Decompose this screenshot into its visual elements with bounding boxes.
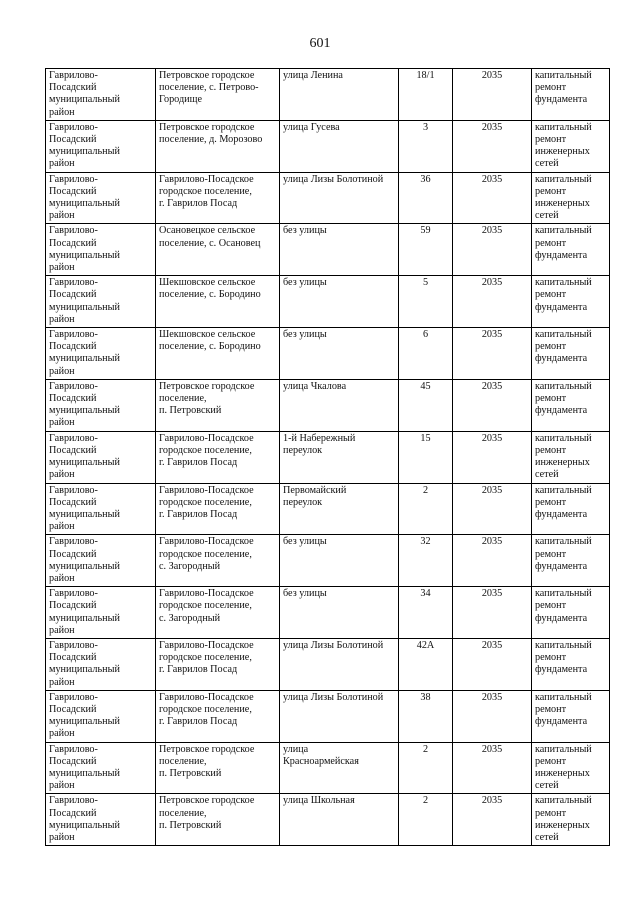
cell-year [453,742,532,794]
cell-district [46,690,156,742]
cell-year [453,276,532,328]
year-text: 2035 [481,173,503,185]
cell-house-number [399,120,453,172]
cell-street [280,483,399,535]
work-type-text: капитальный ремонт фундамента [535,329,592,365]
cell-district [46,328,156,380]
table-row [46,638,610,690]
settlement-text: Гаврилово-Посадское городское поселение, с. Загородный [159,588,254,624]
cell-work-type [532,638,610,690]
work-type-text: капитальный ремонт фундамента [535,588,592,624]
settlement-text: Петровское городское поселение, д. Морозово [159,121,263,146]
work-type-text: капитальный ремонт инженерных сетей [535,743,592,792]
cell-year [453,224,532,276]
cell-street [280,535,399,587]
cell-work-type [532,172,610,224]
cell-house-number [399,535,453,587]
cell-district [46,483,156,535]
cell-settlement [156,794,280,846]
cell-street [280,638,399,690]
street-text: улица Школьная [283,795,355,807]
year-text: 2035 [481,121,503,133]
street-text: улица Лизы Болотиной [283,691,384,703]
cell-work-type [532,120,610,172]
district-text: Гаврилово- Посадский муниципальный район [49,121,120,170]
cell-year [453,69,532,121]
cell-year [453,690,532,742]
district-text: Гаврилово- Посадский муниципальный район [49,277,120,325]
house-number-text: 38 [420,691,431,703]
cell-settlement [156,276,280,328]
cell-settlement [156,483,280,535]
house-number-text: 36 [420,173,431,185]
cell-settlement [156,328,280,380]
cell-year [453,587,532,639]
house-number-text: 32 [420,536,431,548]
street-text: без улицы [283,329,327,341]
street-text: улица Красноармейская [283,743,359,767]
settlement-text: Гаврилово-Посадское городское поселение, г. Гаврилов Посад [159,691,254,728]
cell-work-type [532,535,610,587]
settlement-text: Гаврилово-Посадское городское поселение, с. Загородный [159,536,254,572]
cell-house-number [399,69,453,121]
table-row [46,483,610,535]
street-text: без улицы [283,277,327,289]
cell-house-number [399,379,453,431]
table-row [46,379,610,431]
cell-settlement [156,587,280,639]
cell-house-number [399,224,453,276]
settlement-text: Гаврилово-Посадское городское поселение, г. Гаврилов Посад [159,173,254,210]
street-text: улица Гусева [283,121,340,133]
house-number-text: 45 [420,380,431,392]
cell-street [280,379,399,431]
cell-year [453,379,532,431]
work-type-text: капитальный ремонт фундамента [535,639,592,676]
cell-settlement [156,172,280,224]
district-text: Гаврилово- Посадский муниципальный район [49,639,120,688]
cell-year [453,172,532,224]
work-type-text: капитальный ремонт фундамента [535,70,592,106]
settlement-text: Гаврилово-Посадское городское поселение, г. Гаврилов Посад [159,484,254,520]
street-text: без улицы [283,225,327,237]
cell-settlement [156,690,280,742]
cell-street [280,794,399,846]
cell-street [280,587,399,639]
cell-street [280,69,399,121]
cell-work-type [532,742,610,794]
cell-house-number [399,483,453,535]
table-row [46,587,610,639]
cell-district [46,69,156,121]
district-text: Гаврилово- Посадский муниципальный район [49,536,120,584]
cell-year [453,638,532,690]
settlement-text: Гаврилово-Посадское городское поселение, г. Гаврилов Посад [159,639,254,676]
cell-district [46,276,156,328]
year-text: 2035 [481,484,503,496]
street-text: без улицы [283,588,327,600]
cell-settlement [156,638,280,690]
district-text: Гаврилово- Посадский муниципальный район [49,484,120,533]
house-number-text: 34 [420,588,431,600]
year-text: 2035 [481,225,503,237]
cell-house-number [399,587,453,639]
cell-house-number [399,328,453,380]
cell-district [46,535,156,587]
cell-year [453,535,532,587]
cell-year [453,794,532,846]
street-text: улица Чкалова [283,380,347,392]
settlement-text: Шекшовское сельское поселение, с. Бородино [159,277,261,301]
table-row [46,794,610,846]
work-type-text: капитальный ремонт фундамента [535,225,592,261]
table-row [46,431,610,483]
cell-street [280,224,399,276]
year-text: 2035 [481,639,503,651]
table-row [46,742,610,794]
street-text: улица Ленина [283,70,343,81]
district-text: Гаврилово- Посадский муниципальный район [49,225,120,274]
table-row [46,69,610,121]
cell-district [46,120,156,172]
cell-district [46,431,156,483]
house-number-text: 42А [416,639,435,651]
table-body [46,69,610,846]
table-row [46,690,610,742]
settlement-text: Шекшовское сельское поселение, с. Бородино [159,329,261,353]
cell-work-type [532,794,610,846]
year-text: 2035 [481,743,503,755]
year-text: 2035 [481,536,503,548]
settlement-text: Петровское городское поселение, п. Петровский [159,743,255,779]
work-type-text: капитальный ремонт инженерных сетей [535,795,592,843]
cell-house-number [399,742,453,794]
house-number-text: 2 [422,743,429,755]
table-row [46,328,610,380]
district-text: Гаврилово- Посадский муниципальный район [49,795,120,843]
settlement-text: Петровское городское поселение, с. Петрово- Городище [159,70,259,106]
cell-district [46,638,156,690]
cell-work-type [532,587,610,639]
cell-street [280,742,399,794]
district-text: Гаврилово- Посадский муниципальный район [49,380,120,429]
year-text: 2035 [481,329,503,341]
cell-district [46,794,156,846]
street-text: улица Лизы Болотиной [283,639,384,651]
cell-street [280,120,399,172]
housing-repair-table [45,68,610,846]
cell-work-type [532,379,610,431]
year-text: 2035 [481,70,503,81]
settlement-text: Осановецкое сельское поселение, с. Осановец [159,225,261,249]
cell-district [46,224,156,276]
cell-year [453,431,532,483]
district-text: Гаврилово- Посадский муниципальный район [49,173,120,222]
cell-street [280,172,399,224]
cell-house-number [399,690,453,742]
work-type-text: капитальный ремонт фундамента [535,484,592,520]
cell-house-number [399,638,453,690]
page-number: 601 [309,36,331,51]
cell-street [280,690,399,742]
cell-work-type [532,690,610,742]
district-text: Гаврилово- Посадский муниципальный район [49,70,120,118]
cell-work-type [532,483,610,535]
house-number-text: 3 [422,121,429,133]
house-number-text: 59 [420,225,431,237]
year-text: 2035 [481,432,503,444]
district-text: Гаврилово- Посадский муниципальный район [49,432,120,481]
work-type-text: капитальный ремонт инженерных сетей [535,173,592,222]
house-number-text: 5 [422,277,429,289]
settlement-text: Гаврилово-Посадское городское поселение, г. Гаврилов Посад [159,432,254,469]
cell-settlement [156,69,280,121]
cell-year [453,328,532,380]
year-text: 2035 [481,691,503,703]
settlement-text: Петровское городское поселение, п. Петровский [159,795,255,831]
cell-street [280,328,399,380]
cell-street [280,431,399,483]
table-row [46,120,610,172]
district-text: Гаврилово- Посадский муниципальный район [49,743,120,792]
street-text: без улицы [283,536,327,548]
cell-work-type [532,276,610,328]
house-number-text: 6 [422,329,429,341]
work-type-text: капитальный ремонт фундамента [535,277,592,313]
cell-work-type [532,224,610,276]
cell-district [46,587,156,639]
table-row [46,172,610,224]
table-row [46,224,610,276]
year-text: 2035 [481,795,503,807]
cell-settlement [156,224,280,276]
year-text: 2035 [481,277,503,289]
year-text: 2035 [481,380,503,392]
cell-house-number [399,172,453,224]
cell-house-number [399,276,453,328]
street-text: Первомайский переулок [283,484,347,508]
work-type-text: капитальный ремонт инженерных сетей [535,432,592,481]
year-text: 2035 [481,588,503,600]
table-row [46,535,610,587]
cell-work-type [532,431,610,483]
work-type-text: капитальный ремонт инженерных сетей [535,121,592,170]
cell-settlement [156,535,280,587]
cell-work-type [532,69,610,121]
street-text: 1-й Набережный переулок [283,432,356,456]
district-text: Гаврилово- Посадский муниципальный район [49,329,120,377]
cell-district [46,379,156,431]
house-number-text: 18/1 [416,70,435,81]
work-type-text: капитальный ремонт фундамента [535,691,592,728]
work-type-text: капитальный ремонт фундамента [535,536,592,572]
house-number-text: 15 [420,432,431,444]
cell-settlement [156,120,280,172]
cell-year [453,483,532,535]
house-number-text: 2 [422,795,429,807]
settlement-text: Петровское городское поселение, п. Петровский [159,380,255,417]
district-text: Гаврилово- Посадский муниципальный район [49,691,120,740]
cell-district [46,172,156,224]
street-text: улица Лизы Болотиной [283,173,384,185]
cell-street [280,276,399,328]
cell-year [453,120,532,172]
work-type-text: капитальный ремонт фундамента [535,380,592,417]
cell-house-number [399,794,453,846]
cell-district [46,742,156,794]
table-row [46,276,610,328]
cell-house-number [399,431,453,483]
cell-settlement [156,431,280,483]
cell-work-type [532,328,610,380]
cell-settlement [156,379,280,431]
house-number-text: 2 [422,484,429,496]
district-text: Гаврилово- Посадский муниципальный район [49,588,120,636]
cell-settlement [156,742,280,794]
